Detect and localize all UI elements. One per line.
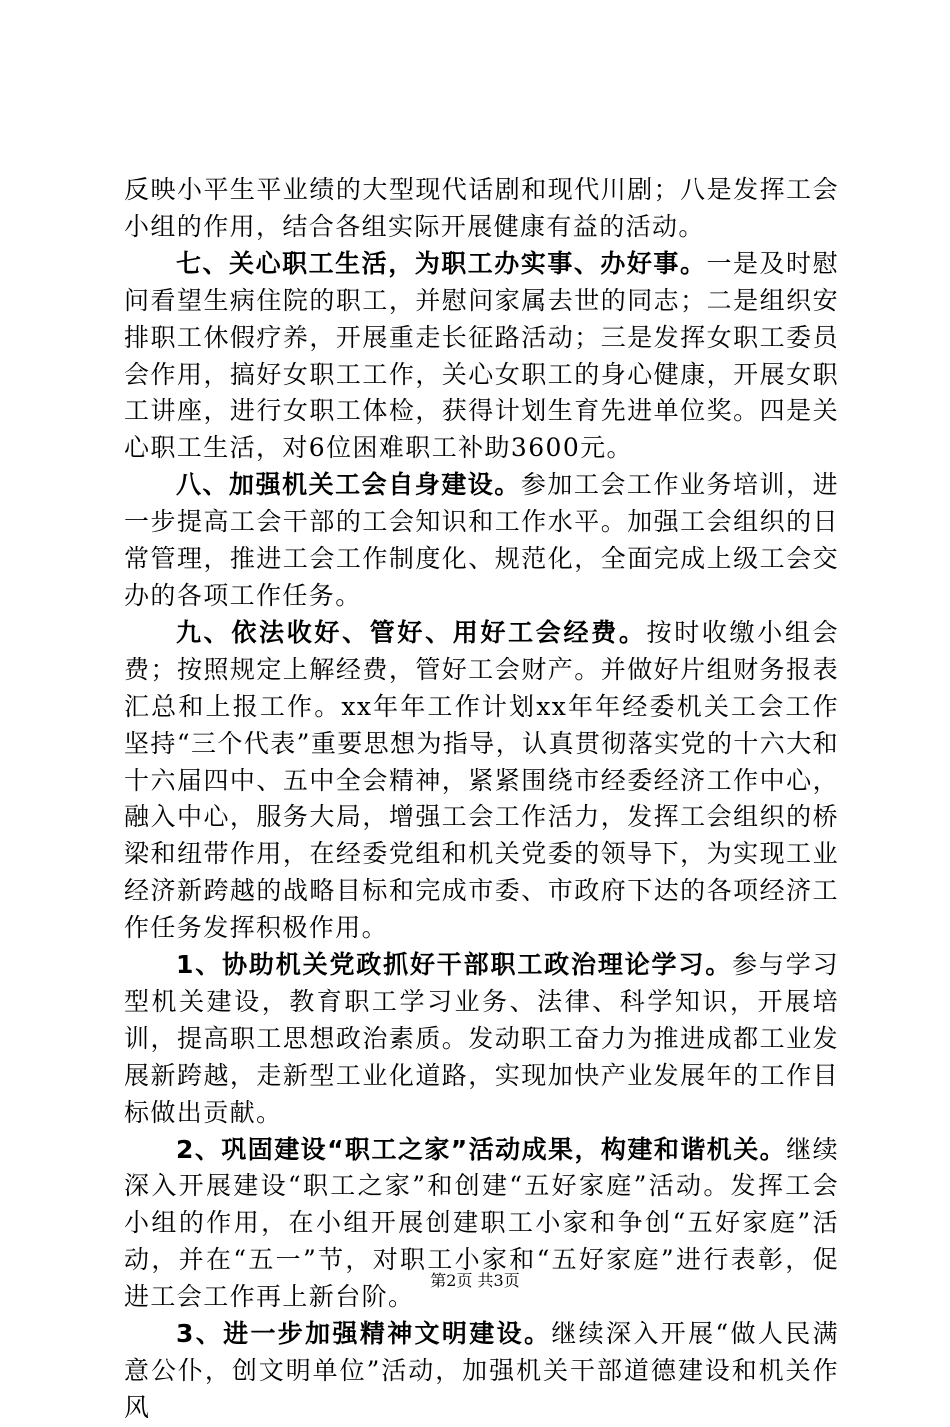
paragraph-section-8 xyxy=(124,467,839,615)
paragraph-text: 参与学习型机关建设，教育职工学习业务、法律、科学知识，开展培训，提高职工思想政治素质。发动职工奋力为推进成都工业发展新跨越，走新型工业化道路，实现加快产业发展年的工作目标做出贡献。 xyxy=(124,950,840,1127)
paragraph-heading: 2、巩固建设“职工之家”活动成果，构建和谐机关。 xyxy=(176,1134,787,1164)
paragraph-plan-1 xyxy=(124,947,839,1132)
paragraph-continuation xyxy=(124,172,839,246)
page-footer: 第2页 共3页 xyxy=(430,1271,520,1290)
paragraph-section-7 xyxy=(124,246,839,467)
paragraph-plan-3 xyxy=(124,1316,839,1427)
paragraph-text: 按时收缴小组会费；按照规定上解经费，管好工会财产。并做好片组财务报表汇总和上报工作。xx年年工作计划xx年年经委机关工会工作坚持“三个代表”重要思想为指导，认真贯彻落实党的十六大和十六届四中、五中全会精神，紧紧围绕市经委经济工作中心，融入中心，服务大局，增强工会工作活力，发挥工会组织的桥梁和纽带作用，在经委党组和机关党委的领导下，为实现工业经济新跨越的战略目标和完成市委、市政府下达的各项经济工作任务发挥积极作用。 xyxy=(124,617,839,943)
paragraph-heading: 九、依法收好、管好、用好工会经费。 xyxy=(176,617,647,647)
paragraph-text: 继续深入开展建设“职工之家”和创建“五好家庭”活动。发挥工会小组的作用，在小组开展创建职工小家和争创“五好家庭”活动，并在“五一”节，对职工小家和“五好家庭”进行表彰，促进工会工作再上新台阶。 xyxy=(124,1134,839,1312)
paragraph-heading: 1、协助机关党政抓好干部职工政治理论学习。 xyxy=(176,950,733,980)
document-body xyxy=(124,172,839,1427)
paragraph-text: 一是及时慰问看望生病住院的职工，并慰问家属去世的同志；二是组织安排职工休假疗养，开展重走长征路活动；三是发挥女职工委员会作用，搞好女职工工作，关心女职工的身心健康，开展女职工讲座，进行女职工体检，获得计划生育先进单位奖。四是关心职工生活，对6位困难职工补助3600元。 xyxy=(124,248,839,463)
paragraph-text: 继续深入开展“做人民满意公仆，创文明单位”活动，加强机关干部道德建设和机关作风 xyxy=(124,1319,839,1422)
paragraph-heading: 七、关心职工生活，为职工办实事、办好事。 xyxy=(176,248,707,278)
paragraph-section-9 xyxy=(124,615,839,947)
paragraph-text: 反映小平生平业绩的大型现代话剧和现代川剧；八是发挥工会小组的作用，结合各组实际开展健康有益的活动。 xyxy=(124,175,839,241)
paragraph-heading: 八、加强机关工会自身建设。 xyxy=(176,470,521,500)
paragraph-text: 参加工会工作业务培训，进一步提高工会干部的工会知识和工作水平。加强工会组织的日常管理，推进工会工作制度化、规范化，全面完成上级工会交办的各项工作任务。 xyxy=(124,470,839,610)
paragraph-heading: 3、进一步加强精神文明建设。 xyxy=(176,1319,552,1349)
